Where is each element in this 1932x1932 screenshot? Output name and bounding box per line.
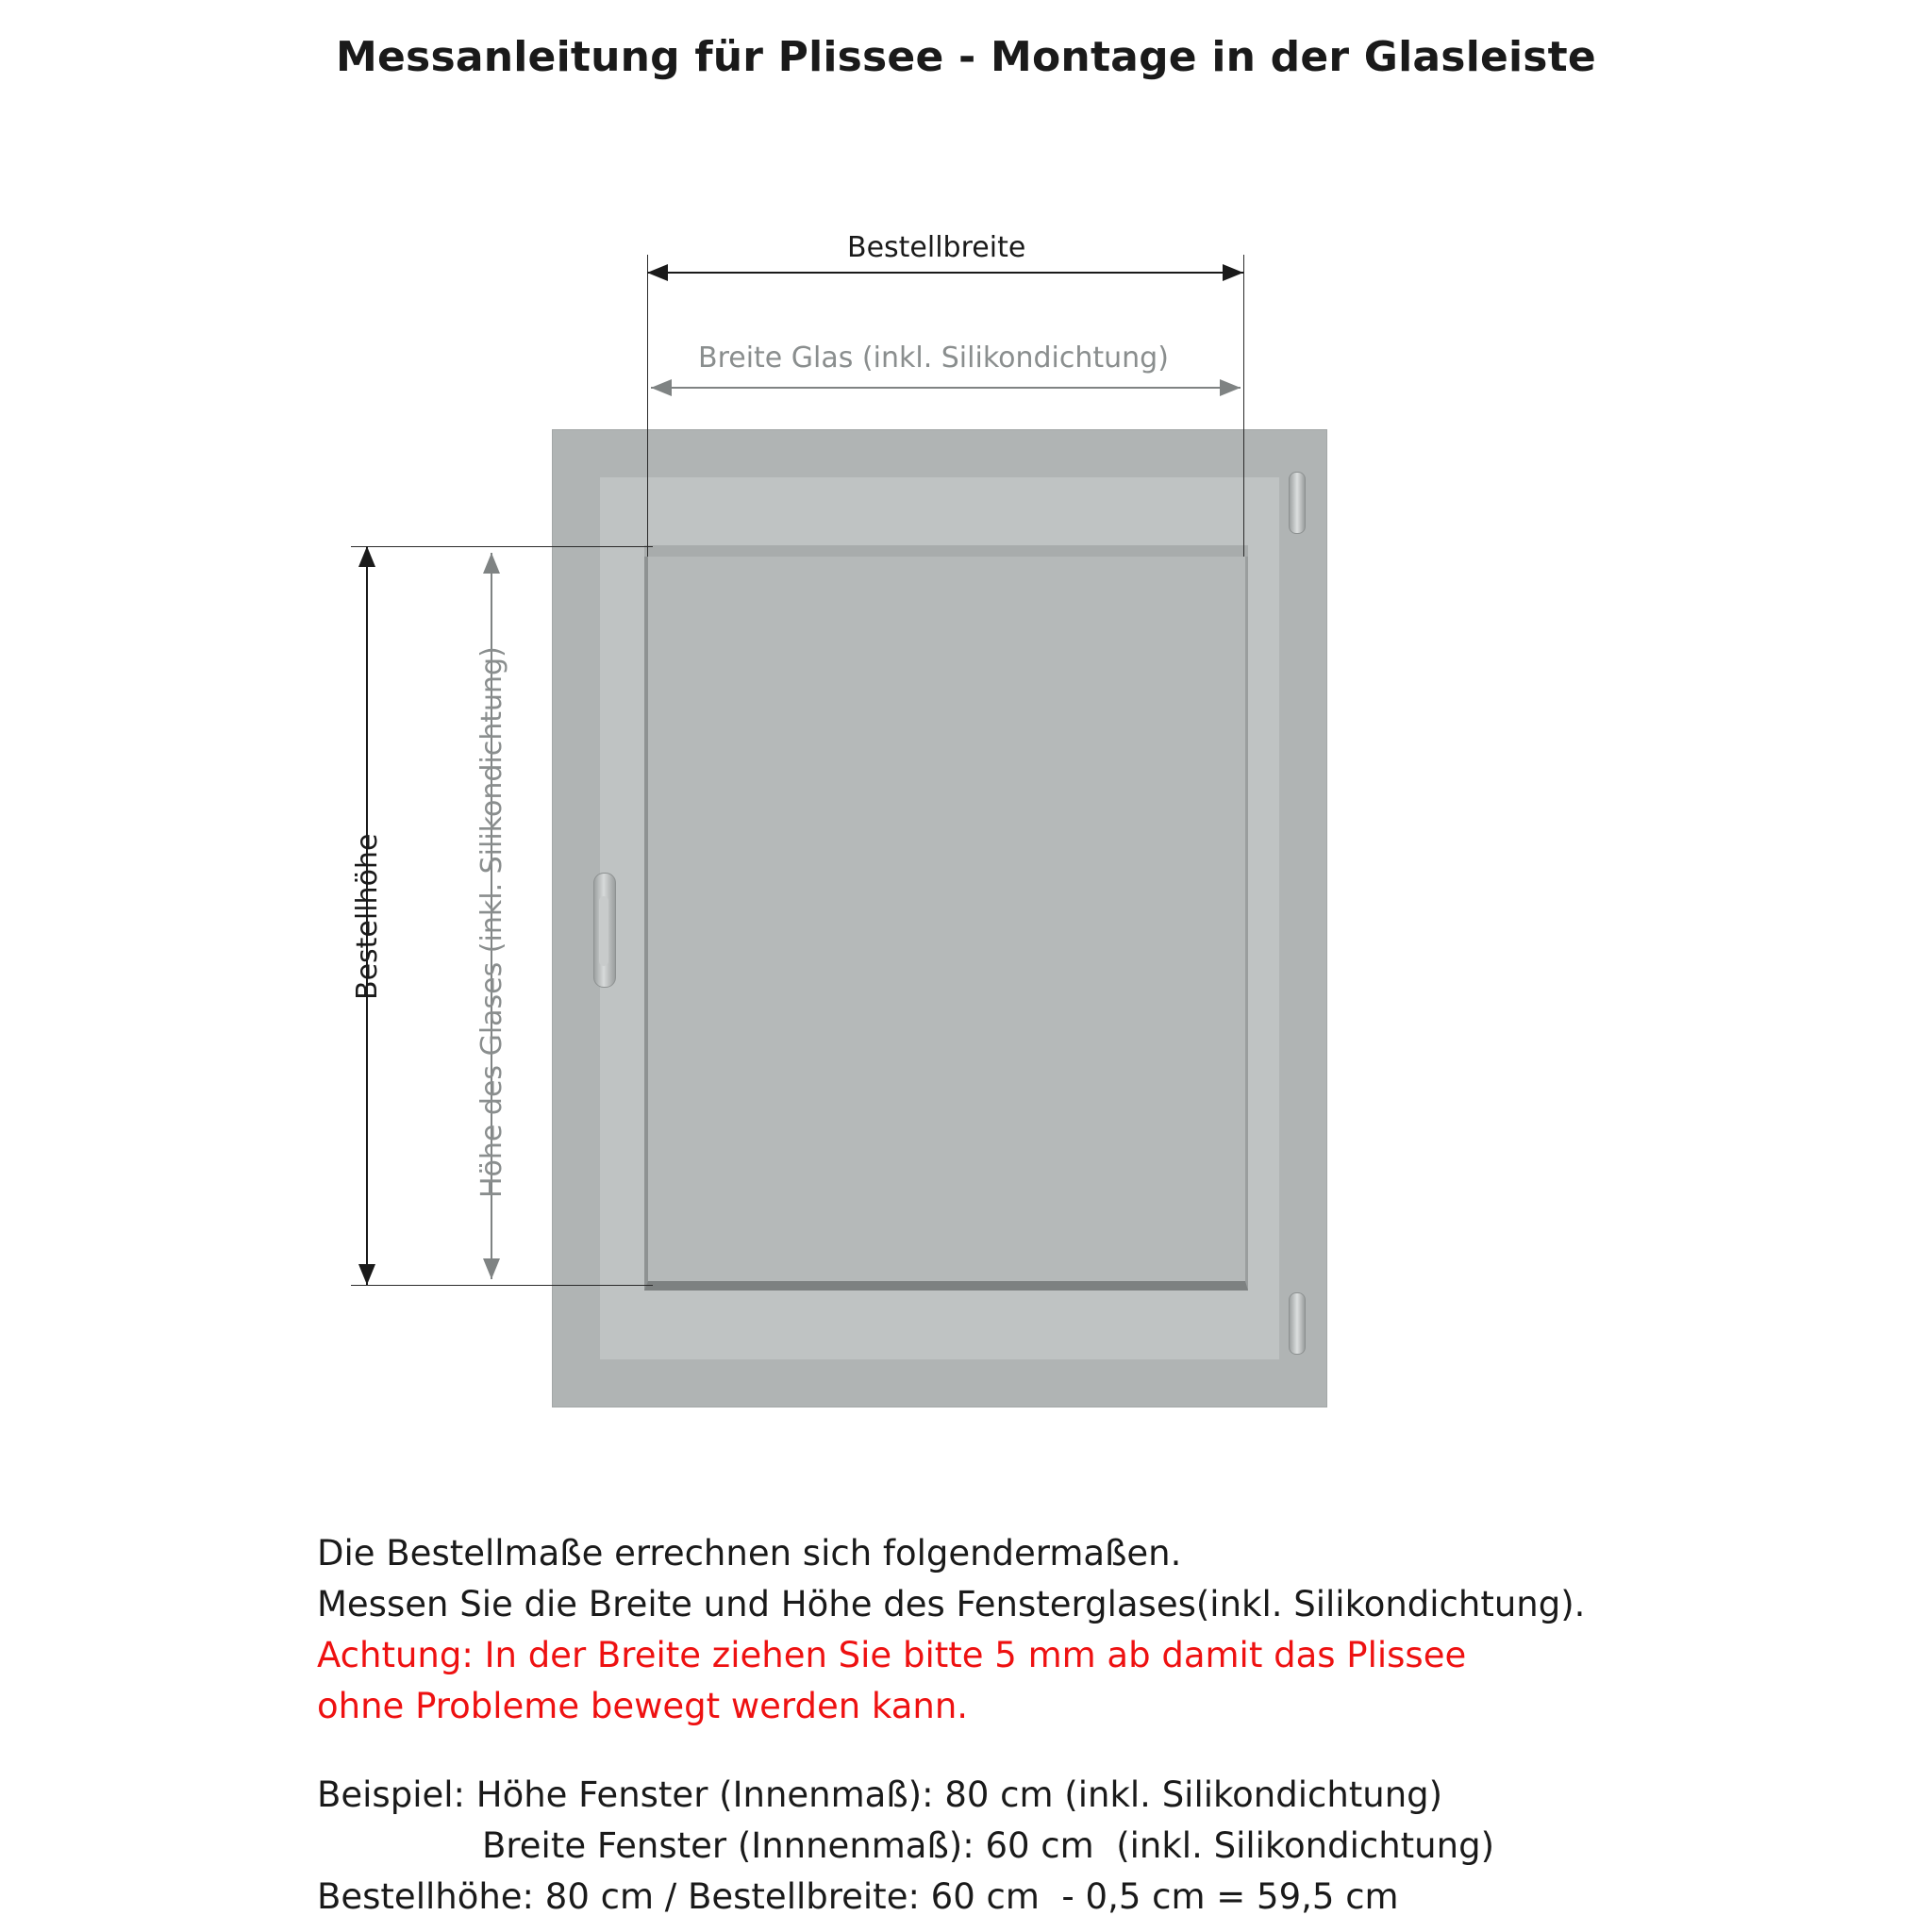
window-handle-icon bbox=[593, 873, 616, 988]
order-width-arrow-left bbox=[647, 264, 668, 281]
window-glass bbox=[648, 548, 1245, 1281]
order-width-dim-line bbox=[647, 272, 1243, 274]
instructions-block bbox=[317, 1528, 1789, 1923]
glass-width-label: Breite Glas (inkl. Silikondichtung) bbox=[698, 341, 1169, 375]
order-height-ext-top bbox=[351, 546, 653, 547]
glass-height-arrow-top bbox=[483, 553, 500, 574]
order-width-ext-left bbox=[647, 255, 648, 557]
warning-line-1: Achtung: In der Breite ziehen Sie bitte 5 mm ab damit das Plissee bbox=[317, 1635, 1467, 1675]
window-hinge-top-icon bbox=[1289, 472, 1306, 534]
order-width-ext-right bbox=[1243, 255, 1244, 557]
glass-height-arrow-bottom bbox=[483, 1258, 500, 1279]
notes-spacer bbox=[317, 1732, 1789, 1770]
glass-width-arrow-right bbox=[1220, 379, 1241, 396]
warning-line-2: ohne Probleme bewegt werden kann. bbox=[317, 1686, 969, 1726]
glass-width-dim-line bbox=[651, 387, 1241, 389]
example-line-2: Breite Fenster (Innnenmaß): 60 cm (inkl. Silikondichtung) bbox=[482, 1825, 1494, 1866]
order-width-label: Bestellbreite bbox=[847, 231, 1026, 264]
example-line-3: Bestellhöhe: 80 cm / Bestellbreite: 60 cm - 0,5 cm = 59,5 cm bbox=[317, 1876, 1399, 1917]
order-width-arrow-right bbox=[1223, 264, 1243, 281]
order-height-arrow-bottom bbox=[358, 1264, 375, 1285]
order-height-arrow-top bbox=[358, 546, 375, 567]
instructions-line-1: Die Bestellmaße errechnen sich folgendermaßen. bbox=[317, 1533, 1182, 1574]
glass-width-arrow-left bbox=[651, 379, 672, 396]
page-title: Messanleitung für Plissee - Montage in der Glasleiste bbox=[336, 33, 1596, 82]
instructions-line-2: Messen Sie die Breite und Höhe des Fensterglases(inkl. Silikondichtung). bbox=[317, 1584, 1586, 1624]
order-height-label: Bestellhöhe bbox=[351, 833, 384, 1000]
window-sash bbox=[644, 545, 1248, 1291]
order-height-ext-bottom bbox=[351, 1285, 653, 1286]
window-top-rail bbox=[644, 545, 1248, 557]
glass-height-label: Höhe des Glases (inkl. Silikondichtung) bbox=[475, 646, 508, 1198]
window-hinge-bottom-icon bbox=[1289, 1292, 1306, 1355]
example-line-1: Beispiel: Höhe Fenster (Innenmaß): 80 cm (inkl. Silikondichtung) bbox=[317, 1774, 1443, 1815]
